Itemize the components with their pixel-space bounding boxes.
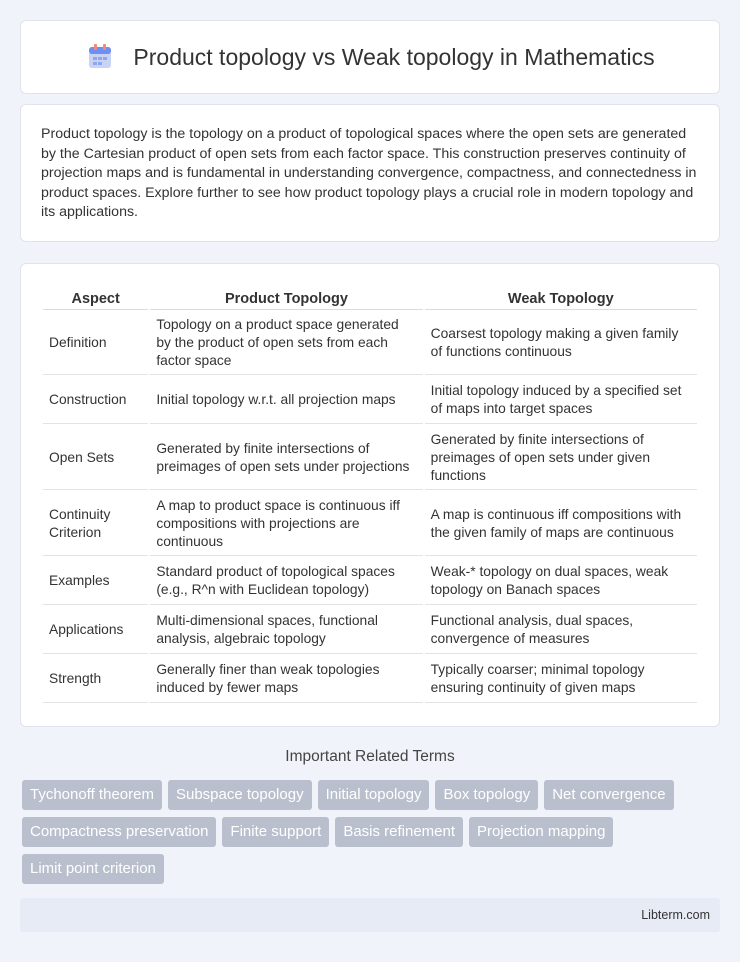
tag-compactness-preservation[interactable]: Compactness preservation (22, 817, 216, 847)
footer (20, 898, 720, 932)
tag-net-convergence[interactable]: Net convergence (544, 780, 673, 810)
table-row (43, 426, 697, 490)
row-aspect: Construction (43, 377, 148, 424)
header-product-topology: Product Topology (150, 286, 422, 310)
row-product: Topology on a product space generated by the product of open sets from each factor space (150, 312, 422, 375)
row-product: Standard product of topological spaces (e.g., R^n with Euclidean topology) (150, 558, 422, 605)
tag-tychonoff-theorem[interactable]: Tychonoff theorem (22, 780, 162, 810)
intro-text: Product topology is the topology on a product of topological spaces where the open sets are generated by the Cartesian product of open sets from each factor space. This construction preserves continuity of projection maps and is fundamental in understanding convergence, compactness, and connectedness in product spaces. Explore further to see how product topology plays a crucial role in modern topology and its applications. (41, 126, 697, 220)
comparison-table (41, 284, 699, 705)
row-product: Generated by finite intersections of preimages of open sets under projections (150, 426, 422, 490)
row-product: A map to product space is continuous iff compositions with projections are continuous (150, 492, 422, 556)
row-weak: Weak-* topology on dual spaces, weak topology on Banach spaces (425, 558, 697, 605)
table-row (43, 607, 697, 654)
comparison-card (20, 263, 720, 727)
tag-limit-point-criterion[interactable]: Limit point criterion (22, 854, 164, 884)
page-title: Product topology vs Weak topology in Mathematics (133, 43, 655, 70)
row-aspect: Strength (43, 656, 148, 703)
row-aspect: Definition (43, 312, 148, 375)
row-weak: A map is continuous iff compositions with the given family of maps are continuous (425, 492, 697, 556)
table-row (43, 558, 697, 605)
tag-subspace-topology[interactable]: Subspace topology (168, 780, 312, 810)
intro-card (20, 104, 720, 242)
footer-brand[interactable]: Libterm.com (641, 908, 710, 922)
row-weak: Initial topology induced by a specified set of maps into target spaces (425, 377, 697, 424)
row-weak: Typically coarser; minimal topology ensuring continuity of given maps (425, 656, 697, 703)
table-row (43, 312, 697, 375)
related-terms-title: Important Related Terms (285, 748, 455, 765)
tag-projection-mapping[interactable]: Projection mapping (469, 817, 613, 847)
table-row (43, 377, 697, 424)
tag-box-topology[interactable]: Box topology (435, 780, 538, 810)
row-aspect: Applications (43, 607, 148, 654)
row-product: Generally finer than weak topologies induced by fewer maps (150, 656, 422, 703)
header-aspect: Aspect (43, 286, 148, 310)
row-aspect: Examples (43, 558, 148, 605)
tag-initial-topology[interactable]: Initial topology (318, 780, 430, 810)
table-header-row (43, 286, 697, 310)
table-row (43, 656, 697, 703)
row-product: Initial topology w.r.t. all projection maps (150, 377, 422, 424)
row-weak: Coarsest topology making a given family of functions continuous (425, 312, 697, 375)
calendar-icon (85, 42, 115, 72)
table-row (43, 492, 697, 556)
tag-finite-support[interactable]: Finite support (222, 817, 329, 847)
row-product: Multi-dimensional spaces, functional analysis, algebraic topology (150, 607, 422, 654)
header-weak-topology: Weak Topology (425, 286, 697, 310)
title-card (20, 20, 720, 94)
row-aspect: Continuity Criterion (43, 492, 148, 556)
row-aspect: Open Sets (43, 426, 148, 490)
related-terms-tags (22, 780, 722, 884)
row-weak: Generated by finite intersections of preimages of open sets under given functions (425, 426, 697, 490)
row-weak: Functional analysis, dual spaces, convergence of measures (425, 607, 697, 654)
title-wrap (85, 42, 654, 72)
tag-basis-refinement[interactable]: Basis refinement (335, 817, 463, 847)
